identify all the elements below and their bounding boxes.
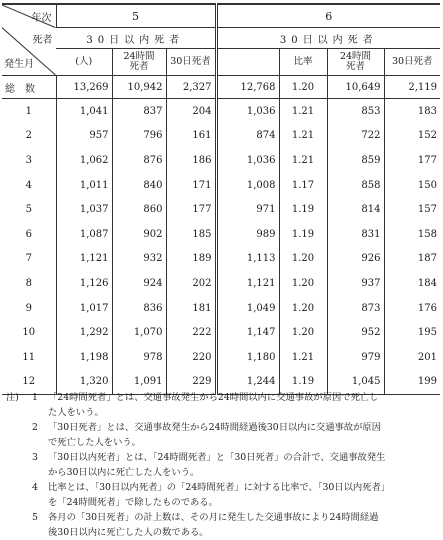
total-cell: 10,942 bbox=[112, 76, 166, 99]
value-cell: 171 bbox=[166, 173, 216, 198]
col-30d-deaths-6: 30日死者 bbox=[384, 49, 440, 76]
total-cell: 2,327 bbox=[166, 76, 216, 99]
table-row bbox=[2, 222, 440, 247]
col-30d-deaths-5: 30日死者 bbox=[166, 49, 216, 76]
note-spacer bbox=[6, 480, 32, 495]
value-cell: 1,087 bbox=[56, 222, 112, 247]
note-text-line2: 後30日以内に死亡した人の数である。 bbox=[48, 527, 209, 538]
value-cell: 1,062 bbox=[56, 148, 112, 173]
value-cell: 1.20 bbox=[279, 320, 327, 345]
table-row bbox=[2, 345, 440, 370]
value-cell: 1,180 bbox=[216, 345, 279, 370]
total-cell: 2,119 bbox=[384, 76, 440, 99]
value-cell: 840 bbox=[112, 173, 166, 198]
value-cell: 952 bbox=[327, 320, 384, 345]
value-cell: 1,008 bbox=[216, 173, 279, 198]
year6-subheader: 30日以内死者 bbox=[216, 28, 440, 49]
table-row bbox=[2, 173, 440, 198]
value-cell: 202 bbox=[166, 271, 216, 296]
note-spacer bbox=[6, 495, 32, 510]
col-30d-total-6 bbox=[216, 49, 279, 76]
value-cell: 1,126 bbox=[56, 271, 112, 296]
value-cell: 220 bbox=[166, 345, 216, 370]
month-cell: 9 bbox=[25, 302, 32, 314]
value-cell: 1.19 bbox=[279, 222, 327, 247]
col-24h-deaths-6 bbox=[327, 49, 384, 76]
deaths-label: 死者 bbox=[32, 35, 53, 46]
note-text-line1: 「30日死者」とは、交通事故発生から24時間経過後30日以内に交通事故が原因 bbox=[48, 422, 381, 433]
value-cell: 1,292 bbox=[56, 320, 112, 345]
value-cell: 177 bbox=[166, 197, 216, 222]
month-cell: 10 bbox=[22, 327, 36, 339]
month-cell: 6 bbox=[25, 228, 32, 240]
total-cell: 1.20 bbox=[279, 76, 327, 99]
value-cell: 831 bbox=[327, 222, 384, 247]
value-cell: 902 bbox=[112, 222, 166, 247]
value-cell: 1.19 bbox=[279, 370, 327, 395]
month-label: 発生月 bbox=[4, 59, 34, 70]
value-cell: 1,070 bbox=[112, 320, 166, 345]
note-number: 3 bbox=[32, 452, 38, 463]
total-cell: 13,269 bbox=[56, 76, 112, 99]
value-cell: 204 bbox=[166, 99, 216, 124]
note-spacer bbox=[6, 510, 32, 525]
note-item bbox=[6, 420, 438, 435]
value-cell: 932 bbox=[112, 247, 166, 272]
table-row bbox=[2, 197, 440, 222]
total-cell: 12,768 bbox=[216, 76, 279, 99]
table-row bbox=[2, 124, 440, 149]
value-cell: 853 bbox=[327, 99, 384, 124]
note-spacer bbox=[32, 495, 48, 510]
value-cell: 1,244 bbox=[216, 370, 279, 395]
note-continuation bbox=[6, 435, 438, 450]
note-spacer bbox=[6, 525, 32, 540]
note-text-line1: 「30日以内死者」とは、「24時間死者」と「30日死者」の合計で、交通事故発生 bbox=[48, 452, 386, 463]
month-cell: 2 bbox=[25, 130, 32, 142]
col-24h-deaths-5 bbox=[112, 49, 166, 76]
value-cell: 1,320 bbox=[56, 370, 112, 395]
note-spacer bbox=[6, 450, 32, 465]
value-cell: 1.21 bbox=[279, 148, 327, 173]
value-cell: 1.20 bbox=[279, 271, 327, 296]
fatalities-table bbox=[2, 3, 440, 395]
note-continuation bbox=[6, 495, 438, 510]
table-row bbox=[2, 148, 440, 173]
note-continuation bbox=[6, 525, 438, 540]
total-label: 総数 bbox=[2, 76, 56, 99]
value-cell: 152 bbox=[384, 124, 440, 149]
value-cell: 924 bbox=[112, 271, 166, 296]
value-cell: 978 bbox=[112, 345, 166, 370]
value-cell: 1,041 bbox=[56, 99, 112, 124]
note-item bbox=[6, 480, 438, 495]
value-cell: 199 bbox=[384, 370, 440, 395]
table-row bbox=[2, 247, 440, 272]
month-cell: 4 bbox=[25, 179, 32, 191]
value-cell: 181 bbox=[166, 296, 216, 321]
note-text-line1: 「24時間死者」とは、交通事故発生から24時間以内に交通事故が原因で死亡し bbox=[48, 392, 379, 403]
value-cell: 184 bbox=[384, 271, 440, 296]
value-cell: 177 bbox=[384, 148, 440, 173]
note-number: 4 bbox=[32, 482, 38, 493]
value-cell: 1,011 bbox=[56, 173, 112, 198]
notes-prefix: 注) bbox=[6, 392, 19, 403]
value-cell: 1,037 bbox=[56, 197, 112, 222]
month-cell: 8 bbox=[25, 277, 32, 289]
value-cell: 183 bbox=[384, 99, 440, 124]
col-ratio: 比率 bbox=[279, 49, 327, 76]
value-cell: 1,045 bbox=[327, 370, 384, 395]
value-cell: 873 bbox=[327, 296, 384, 321]
note-spacer bbox=[32, 465, 48, 480]
table-row bbox=[2, 271, 440, 296]
col-persons: (人) bbox=[56, 49, 112, 76]
col-24h6-l2: 死者 bbox=[345, 61, 365, 72]
value-cell: 722 bbox=[327, 124, 384, 149]
month-cell: 5 bbox=[25, 204, 32, 216]
value-cell: 1,091 bbox=[112, 370, 166, 395]
value-cell: 1,036 bbox=[216, 148, 279, 173]
value-cell: 989 bbox=[216, 222, 279, 247]
value-cell: 860 bbox=[112, 197, 166, 222]
note-continuation bbox=[6, 465, 438, 480]
value-cell: 161 bbox=[166, 124, 216, 149]
note-item bbox=[6, 390, 438, 405]
value-cell: 1,113 bbox=[216, 247, 279, 272]
month-cell: 3 bbox=[25, 154, 32, 166]
value-cell: 187 bbox=[384, 247, 440, 272]
note-item bbox=[6, 450, 438, 465]
value-cell: 1,147 bbox=[216, 320, 279, 345]
col-24h-l1: 24時間 bbox=[123, 51, 155, 62]
year-5-header: 5 bbox=[56, 4, 216, 28]
value-cell: 796 bbox=[112, 124, 166, 149]
month-cell: 12 bbox=[2, 370, 56, 395]
value-cell: 1.21 bbox=[279, 345, 327, 370]
value-cell: 1.21 bbox=[279, 124, 327, 149]
value-cell: 185 bbox=[166, 222, 216, 247]
note-text-line2: た人をいう。 bbox=[48, 407, 104, 418]
value-cell: 150 bbox=[384, 173, 440, 198]
value-cell: 158 bbox=[384, 222, 440, 247]
total-row bbox=[2, 76, 440, 99]
value-cell: 1,049 bbox=[216, 296, 279, 321]
value-cell: 957 bbox=[56, 124, 112, 149]
value-cell: 1,198 bbox=[56, 345, 112, 370]
value-cell: 1,036 bbox=[216, 99, 279, 124]
note-number: 5 bbox=[32, 512, 38, 523]
value-cell: 926 bbox=[327, 247, 384, 272]
value-cell: 874 bbox=[216, 124, 279, 149]
year-label: 年次 bbox=[31, 13, 52, 24]
note-text-line1: 各月の「30日死者」の計上数は、その月に発生した交通事故により24時間経過 bbox=[48, 512, 379, 523]
value-cell: 858 bbox=[327, 173, 384, 198]
year5-subheader: 30日以内死者 bbox=[56, 28, 216, 49]
month-cell: 11 bbox=[22, 351, 36, 363]
note-number: 2 bbox=[32, 422, 38, 433]
note-text-line1: 比率とは、「30日以内死者」の「24時間死者」に対する比率で、「30日以内死者」 bbox=[48, 482, 391, 493]
table-row bbox=[2, 320, 440, 345]
note-number: 1 bbox=[32, 392, 38, 403]
note-spacer bbox=[6, 420, 32, 435]
value-cell: 1.20 bbox=[279, 296, 327, 321]
notes bbox=[6, 390, 438, 540]
value-cell: 1,121 bbox=[56, 247, 112, 272]
note-continuation bbox=[6, 405, 438, 420]
value-cell: 937 bbox=[327, 271, 384, 296]
note-item bbox=[6, 510, 438, 525]
value-cell: 1.20 bbox=[279, 247, 327, 272]
value-cell: 1.19 bbox=[279, 197, 327, 222]
note-spacer bbox=[32, 525, 48, 540]
value-cell: 837 bbox=[112, 99, 166, 124]
total-cell: 10,649 bbox=[327, 76, 384, 99]
year-6-header: 6 bbox=[216, 4, 440, 28]
header-diagonal-cell bbox=[2, 4, 56, 76]
note-spacer bbox=[6, 465, 32, 480]
value-cell: 186 bbox=[166, 148, 216, 173]
note-text-line2: で死亡した人をいう。 bbox=[48, 437, 141, 448]
value-cell: 1,017 bbox=[56, 296, 112, 321]
value-cell: 1,121 bbox=[216, 271, 279, 296]
value-cell: 859 bbox=[327, 148, 384, 173]
note-spacer bbox=[6, 435, 32, 450]
value-cell: 201 bbox=[384, 345, 440, 370]
value-cell: 1.21 bbox=[279, 99, 327, 124]
col-24h-l2: 死者 bbox=[129, 61, 149, 72]
col-24h6-l1: 24時間 bbox=[339, 51, 372, 62]
note-spacer bbox=[6, 405, 32, 420]
value-cell: 836 bbox=[112, 296, 166, 321]
value-cell: 814 bbox=[327, 197, 384, 222]
note-text-line2: から30日以内に死亡した人をいう。 bbox=[48, 467, 200, 478]
value-cell: 971 bbox=[216, 197, 279, 222]
month-cell: 7 bbox=[25, 253, 32, 265]
value-cell: 157 bbox=[384, 197, 440, 222]
month-cell: 1 bbox=[25, 105, 32, 117]
value-cell: 979 bbox=[327, 345, 384, 370]
note-text-line2: を「24時間死者」で除したものである。 bbox=[48, 497, 218, 508]
table-row bbox=[2, 296, 440, 321]
value-cell: 176 bbox=[384, 296, 440, 321]
value-cell: 1.17 bbox=[279, 173, 327, 198]
note-spacer bbox=[32, 405, 48, 420]
value-cell: 189 bbox=[166, 247, 216, 272]
value-cell: 229 bbox=[166, 370, 216, 395]
value-cell: 222 bbox=[166, 320, 216, 345]
note-spacer bbox=[32, 435, 48, 450]
value-cell: 876 bbox=[112, 148, 166, 173]
value-cell: 195 bbox=[384, 320, 440, 345]
table-row bbox=[2, 99, 440, 124]
